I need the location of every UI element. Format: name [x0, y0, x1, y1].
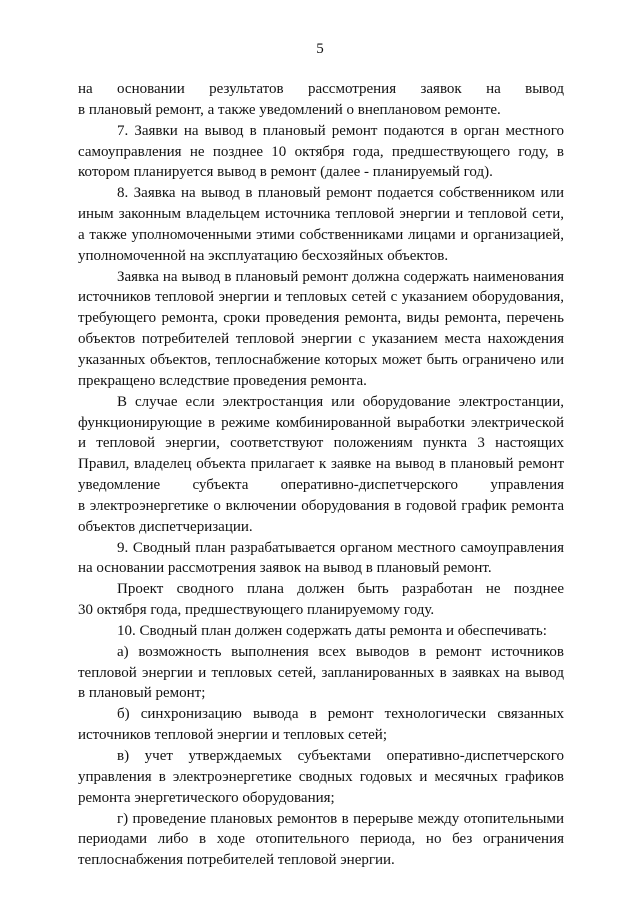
text-line: ремонта энергетического оборудования;	[78, 789, 335, 806]
text-line: требующего ремонта, сроки проведения ремонта, виды ремонта, перечень	[78, 310, 564, 327]
text-line: объектов потребителей тепловой энергии с указанием места нахождения	[78, 331, 564, 348]
text-line: и тепловой энергии, соответствуют положениям пункта 3 настоящих	[78, 435, 564, 452]
paragraph	[78, 538, 564, 580]
text-line: В случае если электростанция или оборудование электростанции,	[117, 393, 564, 410]
text-line: функционирующие в режиме комбинированной выработки электрической	[78, 414, 564, 431]
document-body	[78, 79, 564, 871]
paragraph	[78, 746, 564, 809]
text-line: указанных объектов, теплоснабжение которых может быть ограничено или	[78, 351, 564, 368]
paragraph	[78, 183, 564, 266]
text-line: в) учет утверждаемых субъектами оперативно-диспетчерского	[117, 748, 564, 764]
text-line: 8. Заявка на вывод в плановый ремонт подается собственником или	[117, 185, 564, 202]
text-line: Правил, владелец объекта прилагает к заявке на вывод в плановый ремонт	[78, 456, 564, 473]
paragraph	[78, 392, 564, 538]
paragraph	[78, 79, 564, 121]
text-line: в плановый ремонт;	[78, 685, 206, 702]
paragraph	[78, 121, 564, 184]
paragraph	[78, 621, 564, 642]
text-line: в электроэнергетике о включении оборудования в годовой график ремонта	[78, 497, 564, 514]
text-line: управления в электроэнергетике сводных годовых и месячных графиков	[78, 768, 564, 785]
text-line: иным законным владельцем источника тепловой энергии и тепловой сети,	[78, 206, 564, 223]
text-line: г) проведение плановых ремонтов в перерыве между отопительными	[117, 810, 564, 827]
paragraph	[78, 809, 564, 872]
text-line: уведомление субъекта оперативно-диспетчерского управления	[78, 477, 564, 494]
text-line: Заявка на вывод в плановый ремонт должна содержать наименования	[117, 268, 564, 285]
text-line: 9. Сводный план разрабатывается органом местного самоуправления	[117, 539, 564, 556]
text-line: тепловой энергии и тепловых сетей, запланированных в заявках на вывод	[78, 664, 564, 681]
text-line: источников тепловой энергии и тепловых сетей;	[78, 727, 387, 744]
text-line: а также уполномоченными этими собственниками лицами и организацией,	[78, 226, 564, 243]
text-line: а) возможность выполнения всех выводов в ремонт источников	[117, 643, 564, 660]
paragraph	[78, 579, 564, 621]
text-line: 30 октября года, предшествующего планируемому году.	[78, 602, 435, 619]
text-line: котором планируется вывод в ремонт (далее - планируемый год).	[78, 164, 493, 181]
text-line: периодами либо в ходе отопительного периода, но без ограничения	[78, 831, 564, 848]
text-line: 10. Сводный план должен содержать даты ремонта и обеспечивать:	[117, 622, 547, 639]
text-line: уполномоченной на эксплуатацию бесхозяйных объектов.	[78, 247, 449, 264]
text-line: на основании рассмотрения заявок на вывод в плановый ремонт.	[78, 560, 492, 577]
text-line: самоуправления не позднее 10 октября года, предшествующего году, в	[78, 143, 564, 160]
text-line: Проект сводного плана должен быть разработан не позднее	[117, 581, 564, 598]
page-number: 5	[316, 41, 324, 57]
text-line: б) синхронизацию вывода в ремонт технологически связанных	[117, 706, 564, 723]
text-line: в плановый ремонт, а также уведомлений о внеплановом ремонте.	[78, 101, 501, 118]
text-line: объектов диспетчеризации.	[78, 518, 253, 535]
text-line: прекращено вследствие проведения ремонта.	[78, 372, 367, 389]
paragraph	[78, 704, 564, 746]
paragraph	[78, 267, 564, 392]
text-line: теплоснабжения потребителей тепловой энергии.	[78, 852, 395, 869]
text-line: 7. Заявки на вывод в плановый ремонт подаются в орган местного	[117, 122, 564, 139]
paragraph	[78, 642, 564, 705]
text-line: на основании результатов рассмотрения заявок на вывод	[78, 81, 564, 97]
text-line: источников тепловой энергии и тепловых сетей с указанием оборудования,	[78, 289, 564, 306]
